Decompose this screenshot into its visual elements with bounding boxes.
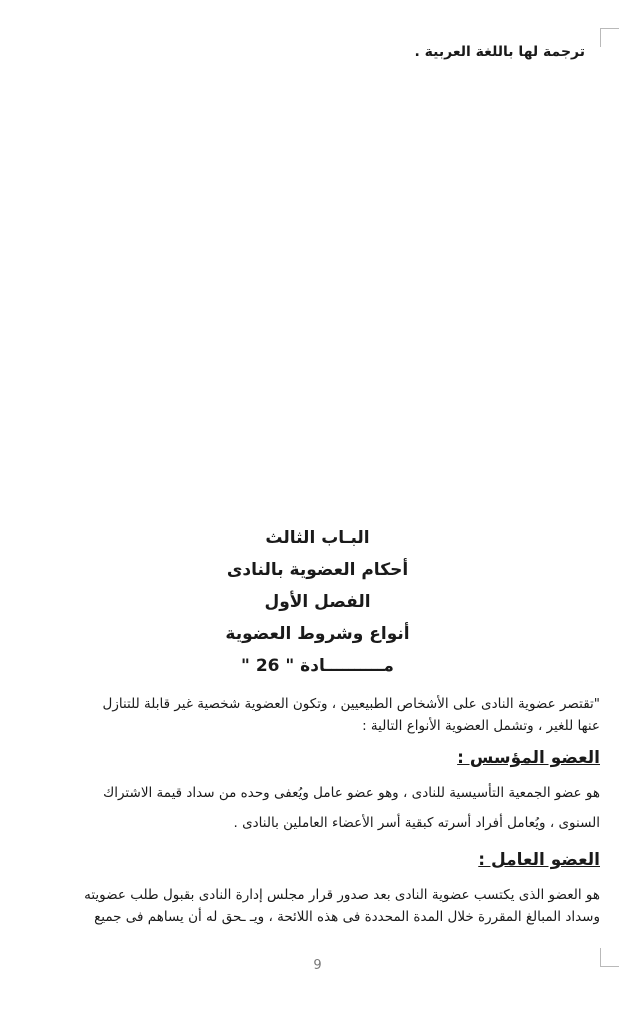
header-note: ترجمة لها باللغة العربية .: [414, 44, 585, 60]
text-line: هو العضو الذى يكتسب عضوية النادى بعد صدور قرار مجلس إدارة النادى بقبول طلب عضويته: [84, 887, 600, 903]
text-line: السنوى ، ويُعامل أفراد أسرته كبقية أسر الأعضاء العاملين بالنادى .: [233, 815, 600, 831]
text-line: عنها للغير ، وتشمل العضوية الأنواع التالية :: [362, 718, 600, 734]
chapter-title: الفصل الأول: [264, 592, 371, 612]
article-number: مــــــــــادة " 26 ": [241, 656, 394, 676]
intro-paragraph: [36, 693, 600, 737]
section-heading-working-member: العضو العامل :: [478, 850, 600, 870]
section-heading-founding-member: العضو المؤسس :: [457, 748, 600, 768]
page-number: 9: [313, 958, 322, 973]
chapter-subtitle: أنواع وشروط العضوية: [225, 624, 410, 644]
text-line: هو عضو الجمعية التأسيسية للنادى ، وهو عضو عامل ويُعفى وحده من سداد قيمة الاشتراك: [103, 785, 600, 801]
working-member-paragraph: [36, 884, 600, 928]
text-line: وسداد المبالغ المقررة خلال المدة المحددة فى هذه اللائحة ، ويـ ـحق له أن يساهم فى جميع: [94, 909, 600, 925]
crop-mark-top-right: [600, 28, 619, 47]
founding-member-paragraph: [36, 782, 600, 834]
text-line: "تقتصر عضوية النادى على الأشخاص الطبيعيين ، وتكون العضوية شخصية غير قابلة للتنازل: [102, 696, 600, 712]
chapter-headings: [0, 522, 635, 682]
part-subtitle: أحكام العضوية بالنادى: [226, 560, 409, 580]
part-title: البـاب الثالث: [265, 528, 370, 548]
